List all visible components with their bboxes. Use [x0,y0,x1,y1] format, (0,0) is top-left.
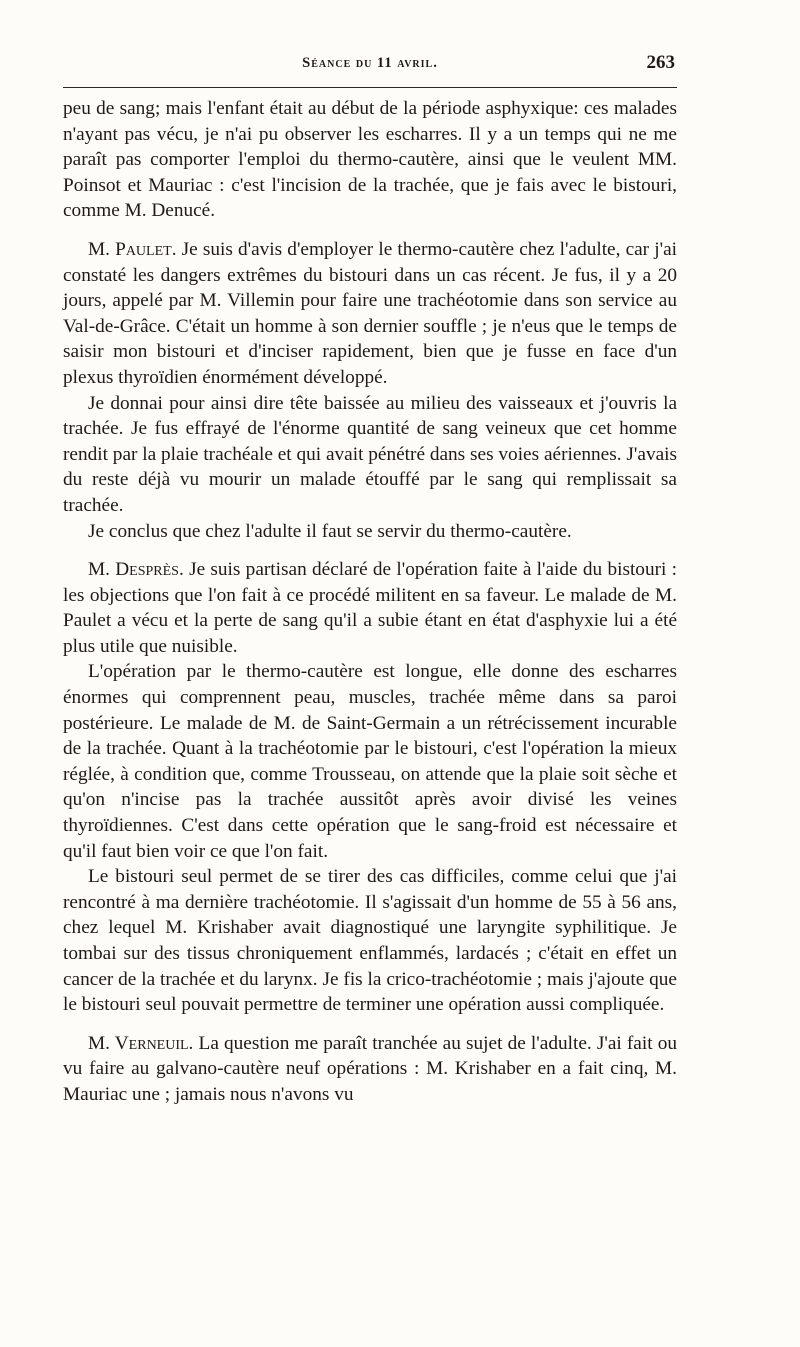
paragraph-text: La question me paraît tranchée au sujet de l'adulte. J'ai fait ou vu faire au galvano-cautère neuf opérations : M. Krishaber en a fait cinq, M. Mauriac une ; jamais nous n'avons vu [63,1032,677,1105]
paragraph [63,237,677,391]
paragraph-text: Je suis partisan déclaré de l'opération faite à l'aide du bistouri : les objections que l'on fait à ce procédé militent en sa faveur. Le malade de M. Paulet a vécu et la perte de sang qu'il a subie étant en état d'asphyxie lui a été plus utile que nuisible. [63,559,677,657]
page-number: 263 [646,52,675,73]
paragraph-text: Je suis d'avis d'employer le thermo-cautère chez l'adulte, car j'ai constaté les dangers extrêmes du bistouri dans un cas récent. Je fus, il y a 20 jours, appelé par M. Villemin pour faire une trachéotomie dans son service au Val-de-Grâce. C'était un homme à son dernier souffle ; je n'eus que le temps de saisir mon bistouri et d'inciser rapidement, bien que je fusse en face d'un plexus thyroïdien énormément développé. [63,238,677,388]
paragraph [63,659,677,864]
header-rule [63,87,677,88]
paragraph [63,519,677,545]
paragraph-text: Je donnai pour ainsi dire tête baissée au milieu des vaisseaux et j'ouvris la trachée. Je fus effrayé de l'énorme quantité de sang veineux que cet homme rendit par la plaie trachéale et qui avait pénétré dans ses voies aériennes. J'avais du reste déjà vu mourir un malade étouffé par le sang qui remplissait sa trachée. [63,392,677,516]
body-text [63,96,677,1108]
paragraph-text: Je conclus que chez l'adulte il faut se servir du thermo-cautère. [88,520,572,542]
page-header [63,52,677,78]
speaker-name: M. Verneuil. [88,1032,194,1054]
speaker-name: M. Desprès. [88,559,184,581]
paragraph-text: L'opération par le thermo-cautère est longue, elle donne des escharres énormes qui comprennent peau, muscles, trachée même dans sa paroi postérieure. Le malade de M. de Saint-Germain a un rétrécissement incurable de la trachée. Quant à la trachéotomie par le bistouri, c'est l'opération la mieux réglée, à condition que, comme Trousseau, on attende que la plaie soit sèche et qu'on n'incise pas la trachée aussitôt après avoir divisé les veines thyroïdiennes. C'est dans cette opération que le sang-froid est nécessaire et qu'il faut bien voir ce que l'on fait. [63,661,677,862]
paragraph-text: peu de sang; mais l'enfant était au début de la période asphyxique: ces malades n'ayant pas vécu, je n'ai pu observer les escharres. Il y a un temps qui ne me paraît pas comporter l'emploi du thermo-cautère, ainsi que le veulent MM. Poinsot et Mauriac : c'est l'incision de la trachée, que je fais avec le bistouri, comme M. Denucé. [63,98,677,222]
paragraph [63,864,677,1018]
running-title: Séance du 11 avril. [302,55,438,71]
paragraph-text: Le bistouri seul permet de se tirer des cas difficiles, comme celui que j'ai rencontré à ma dernière trachéotomie. Il s'agissait d'un homme de 55 à 56 ans, chez lequel M. Krishaber avait diagnostiqué une laryngite syphilitique. Je tombai sur des tissus chroniquement enflammés, lardacés ; c'était en effet un cancer de la trachée et du larynx. Je fis la crico-trachéotomie ; mais j'ajoute que le bistouri seul pouvait permettre de terminer une opération aussi compliquée. [63,866,677,1016]
paragraph [63,557,677,659]
paragraph [63,391,677,519]
paragraph [63,96,677,224]
paragraph [63,1031,677,1108]
speaker-name: M. Paulet. [88,238,177,260]
